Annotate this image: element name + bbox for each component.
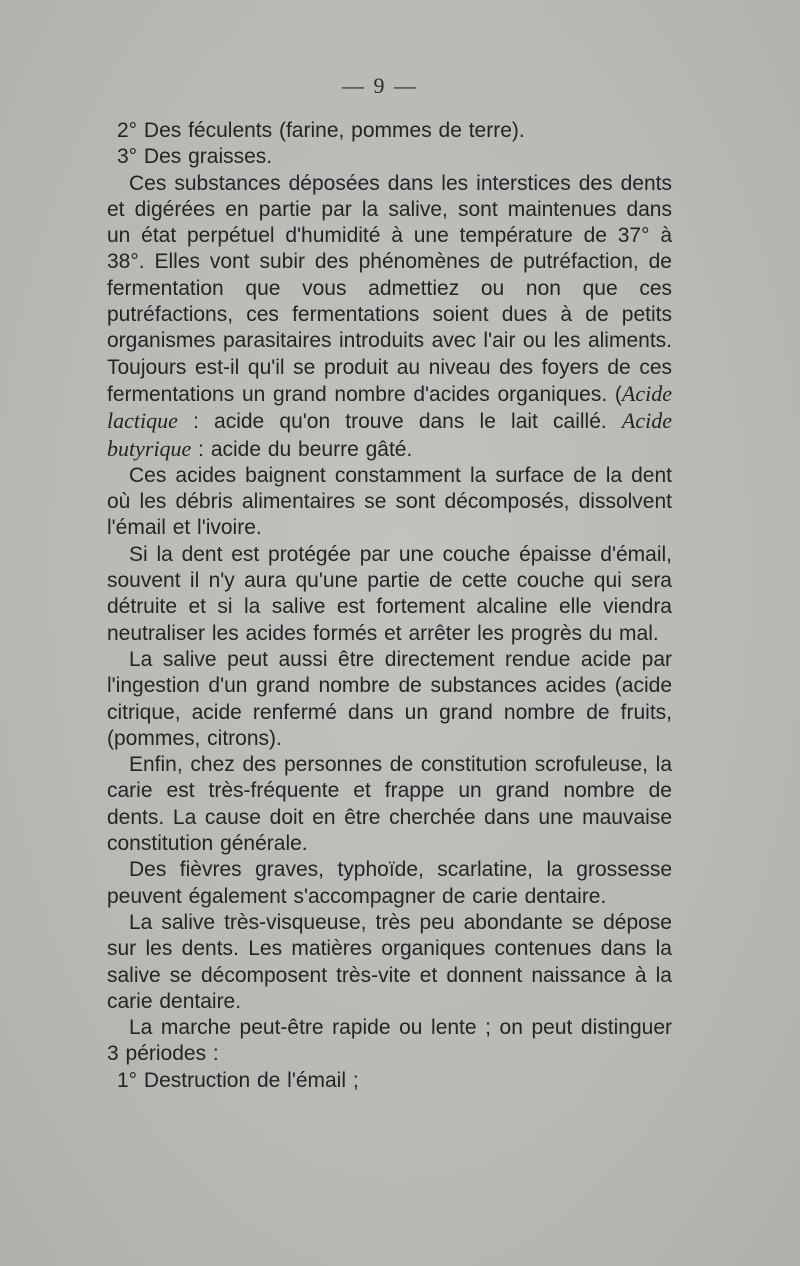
paragraph-salive-acide: La salive peut aussi être directement rendue acide par l'ingestion d'un grand nombre de substances acides (acide citrique, acide renfermé dans un grand nombre de fruits, (pommes, citrons). [107,647,672,750]
term-acide-butyrique: Acide butyrique [107,408,672,461]
body-text [107,118,672,1094]
page-number: — 9 — [342,73,418,98]
paragraph-graisses: 3° Des graisses. [117,145,273,169]
paragraph-salive-visqueuse: La salive très-visqueuse, très peu abondante se dépose sur les dents. Les matières organiques contenues dans la salive se décomposent très-vite et donnent naissance à la carie dentaire. [107,910,672,1013]
paragraph-destruction-email: 1° Destruction de l'émail ; [117,1068,359,1092]
paragraph-substances [107,171,672,463]
paragraph-fievres: Des fièvres graves, typhoïde, scarlatine, la grossesse peuvent également s'accompagner de carie dentaire. [107,858,672,908]
term-acide-lactique: Acide lactique [107,380,672,434]
lactique-description: : acide qu'on trouve dans le lait caillé. [177,410,622,434]
paragraph-scrofuleuse: Enfin, chez des personnes de constitution scrofuleuse, la carie est très-fréquente et frappe un grand nombre de dents. La cause doit en être cherchée dans une mauvaise constitution générale. [107,753,672,856]
paragraph-feculents: 2° Des féculents (farine, pommes de terre). [117,119,525,142]
paragraph-marche: La marche peut-être rapide ou lente ; on peut distinguer 3 périodes : [107,1016,672,1066]
butyrique-description: : acide du beurre gâté. [191,437,413,461]
paragraph-email: Si la dent est protégée par une couche épaisse d'émail, souvent il n'y aura qu'une partie de cette couche qui sera détruite et si la salive est fortement alcaline elle viendra neutraliser les acides formés et arrêter les progrès du mal. [107,542,672,645]
paragraph-acides: Ces acides baignent constamment la surface de la dent où les débris alimentaires se sont décomposés, dissolvent l'émail et l'ivoire. [107,463,672,540]
paragraph-substances-text: Ces substances déposées dans les interstices des dents et digérées en partie par la salive, sont maintenues dans un état perpétuel d'humidité à une température de 37° à 38°. Elles vont subir des phénomènes de putréfaction, de fermentation que vous admettiez ou non que ces putréfactions, ces fermentations soient dues à de petits organismes parasitaires introduits avec l'air ou les aliments. Toujours est-il qu'il se produit au niveau des foyers de ces fermentations un grand nombre d'acides organiques. ( [107,171,672,406]
